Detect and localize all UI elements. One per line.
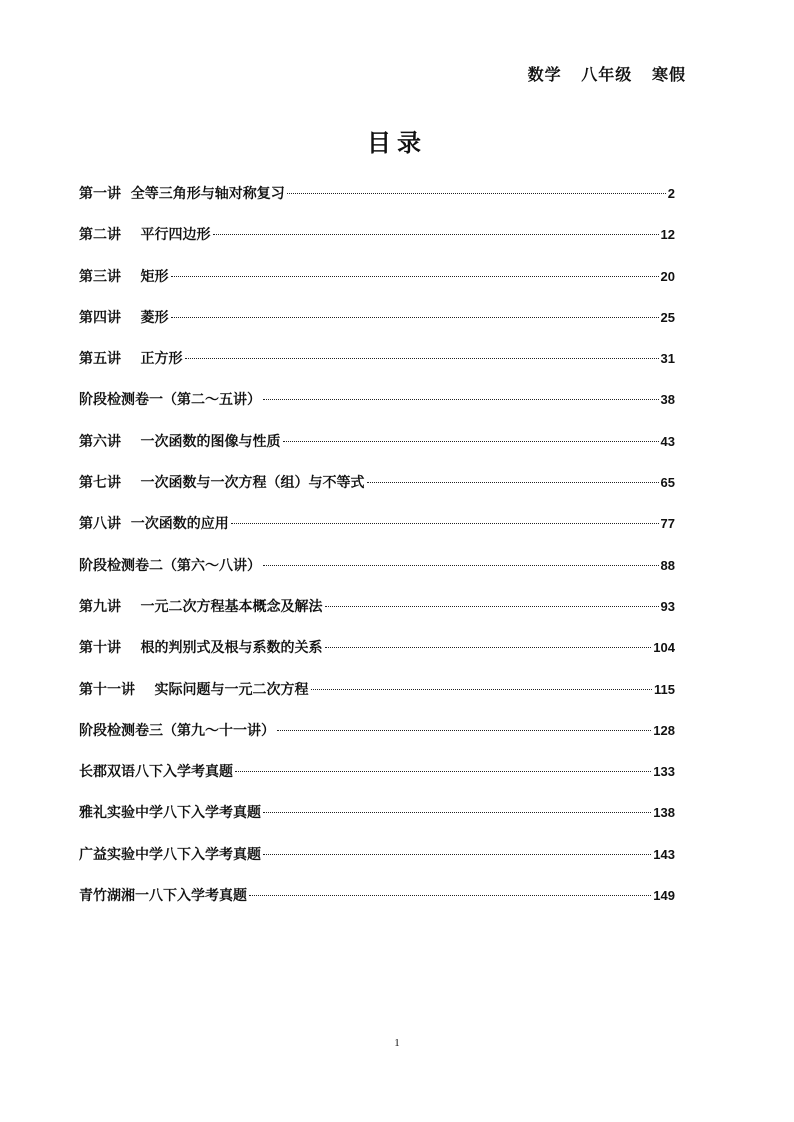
toc-dot-leader — [171, 276, 659, 277]
toc-entry-page: 31 — [660, 351, 675, 367]
toc-entry-page: 20 — [660, 268, 675, 284]
page-number: 1 — [394, 1037, 400, 1049]
toc-entry-page: 149 — [653, 888, 675, 904]
toc-entry-label: 第九讲 一元二次方程基本概念及解法 — [79, 598, 323, 615]
toc-entry-label: 第十一讲 实际问题与一元二次方程 — [79, 681, 309, 698]
toc-entry-label: 第十讲 根的判别式及根与系数的关系 — [79, 640, 323, 657]
toc-entry-label: 雅礼实验中学八下入学考真题 — [79, 805, 261, 822]
toc-entry-13[interactable] — [79, 678, 675, 719]
toc-dot-leader — [367, 482, 659, 483]
toc-dot-leader — [283, 441, 659, 442]
toc-dot-leader — [263, 565, 659, 566]
toc-entry-page: 65 — [660, 475, 675, 491]
toc-entry-4[interactable] — [79, 306, 675, 347]
toc-entry-label: 广益实验中学八下入学考真题 — [79, 846, 261, 863]
toc-entry-label: 第七讲 一次函数与一次方程（组）与不等式 — [79, 475, 365, 492]
toc-entry-page: 88 — [660, 557, 675, 573]
toc-entry-15[interactable] — [79, 760, 675, 801]
toc-entry-label: 青竹湖湘一八下入学考真题 — [79, 888, 247, 905]
toc-dot-leader — [235, 771, 651, 772]
toc-dot-leader — [263, 812, 651, 813]
toc-entry-18[interactable] — [79, 884, 675, 925]
toc-entry-7[interactable] — [79, 430, 675, 471]
toc-dot-leader — [213, 234, 659, 235]
toc-entry-10[interactable] — [79, 554, 675, 595]
toc-entry-label: 第四讲 菱形 — [79, 309, 169, 326]
toc-entry-page: 25 — [660, 309, 675, 325]
toc-entry-label: 长郡双语八下入学考真题 — [79, 764, 233, 781]
toc-entry-page: 93 — [660, 598, 675, 614]
toc-entry-page: 77 — [660, 516, 675, 532]
toc-entry-label: 阶段检测卷三（第九～十一讲） — [79, 722, 275, 739]
toc-entry-page: 43 — [660, 433, 675, 449]
toc-entry-page: 138 — [653, 805, 675, 821]
toc-dot-leader — [171, 317, 659, 318]
toc-entry-label: 第五讲 正方形 — [79, 351, 183, 368]
toc-entry-page: 12 — [660, 227, 675, 243]
toc-dot-leader — [287, 193, 666, 194]
toc-entry-16[interactable] — [79, 801, 675, 842]
toc-dot-leader — [263, 854, 651, 855]
toc-entry-page: 128 — [653, 722, 675, 738]
toc-entry-label: 第六讲 一次函数的图像与性质 — [79, 433, 281, 450]
toc-entry-page: 104 — [653, 640, 675, 656]
toc-entry-1[interactable] — [79, 182, 675, 223]
toc-entry-page: 143 — [653, 846, 675, 862]
toc-entry-label: 阶段检测卷二（第六～八讲） — [79, 557, 261, 574]
toc-dot-leader — [231, 523, 659, 524]
toc-entry-page: 2 — [667, 186, 675, 201]
toc-entry-17[interactable] — [79, 843, 675, 884]
toc-entry-3[interactable] — [79, 265, 675, 306]
toc-dot-leader — [185, 358, 659, 359]
toc-dot-leader — [311, 689, 653, 690]
toc-dot-leader — [325, 606, 659, 607]
toc-entry-page: 38 — [660, 392, 675, 408]
page-title: 目录 — [367, 128, 427, 157]
toc-entry-6[interactable] — [79, 388, 675, 429]
toc-entry-14[interactable] — [79, 719, 675, 760]
toc-entry-label: 阶段检测卷一（第二～五讲） — [79, 392, 261, 409]
toc-entry-12[interactable] — [79, 636, 675, 677]
toc-entry-11[interactable] — [79, 595, 675, 636]
table-of-contents — [79, 182, 675, 925]
toc-entry-label: 第三讲 矩形 — [79, 268, 169, 285]
toc-entry-page: 133 — [653, 764, 675, 780]
toc-entry-label: 第二讲 平行四边形 — [79, 227, 211, 244]
toc-dot-leader — [263, 399, 659, 400]
toc-dot-leader — [277, 730, 651, 731]
toc-entry-5[interactable] — [79, 347, 675, 388]
toc-entry-label: 第八讲 一次函数的应用 — [79, 516, 229, 533]
toc-entry-9[interactable] — [79, 512, 675, 553]
header-subject-line: 数学 八年级 寒假 — [527, 65, 686, 84]
toc-entry-2[interactable] — [79, 223, 675, 264]
toc-entry-page: 115 — [654, 681, 675, 697]
toc-entry-label: 第一讲 全等三角形与轴对称复习 — [79, 186, 285, 202]
toc-dot-leader — [325, 647, 652, 648]
toc-entry-8[interactable] — [79, 471, 675, 512]
toc-dot-leader — [249, 895, 651, 896]
